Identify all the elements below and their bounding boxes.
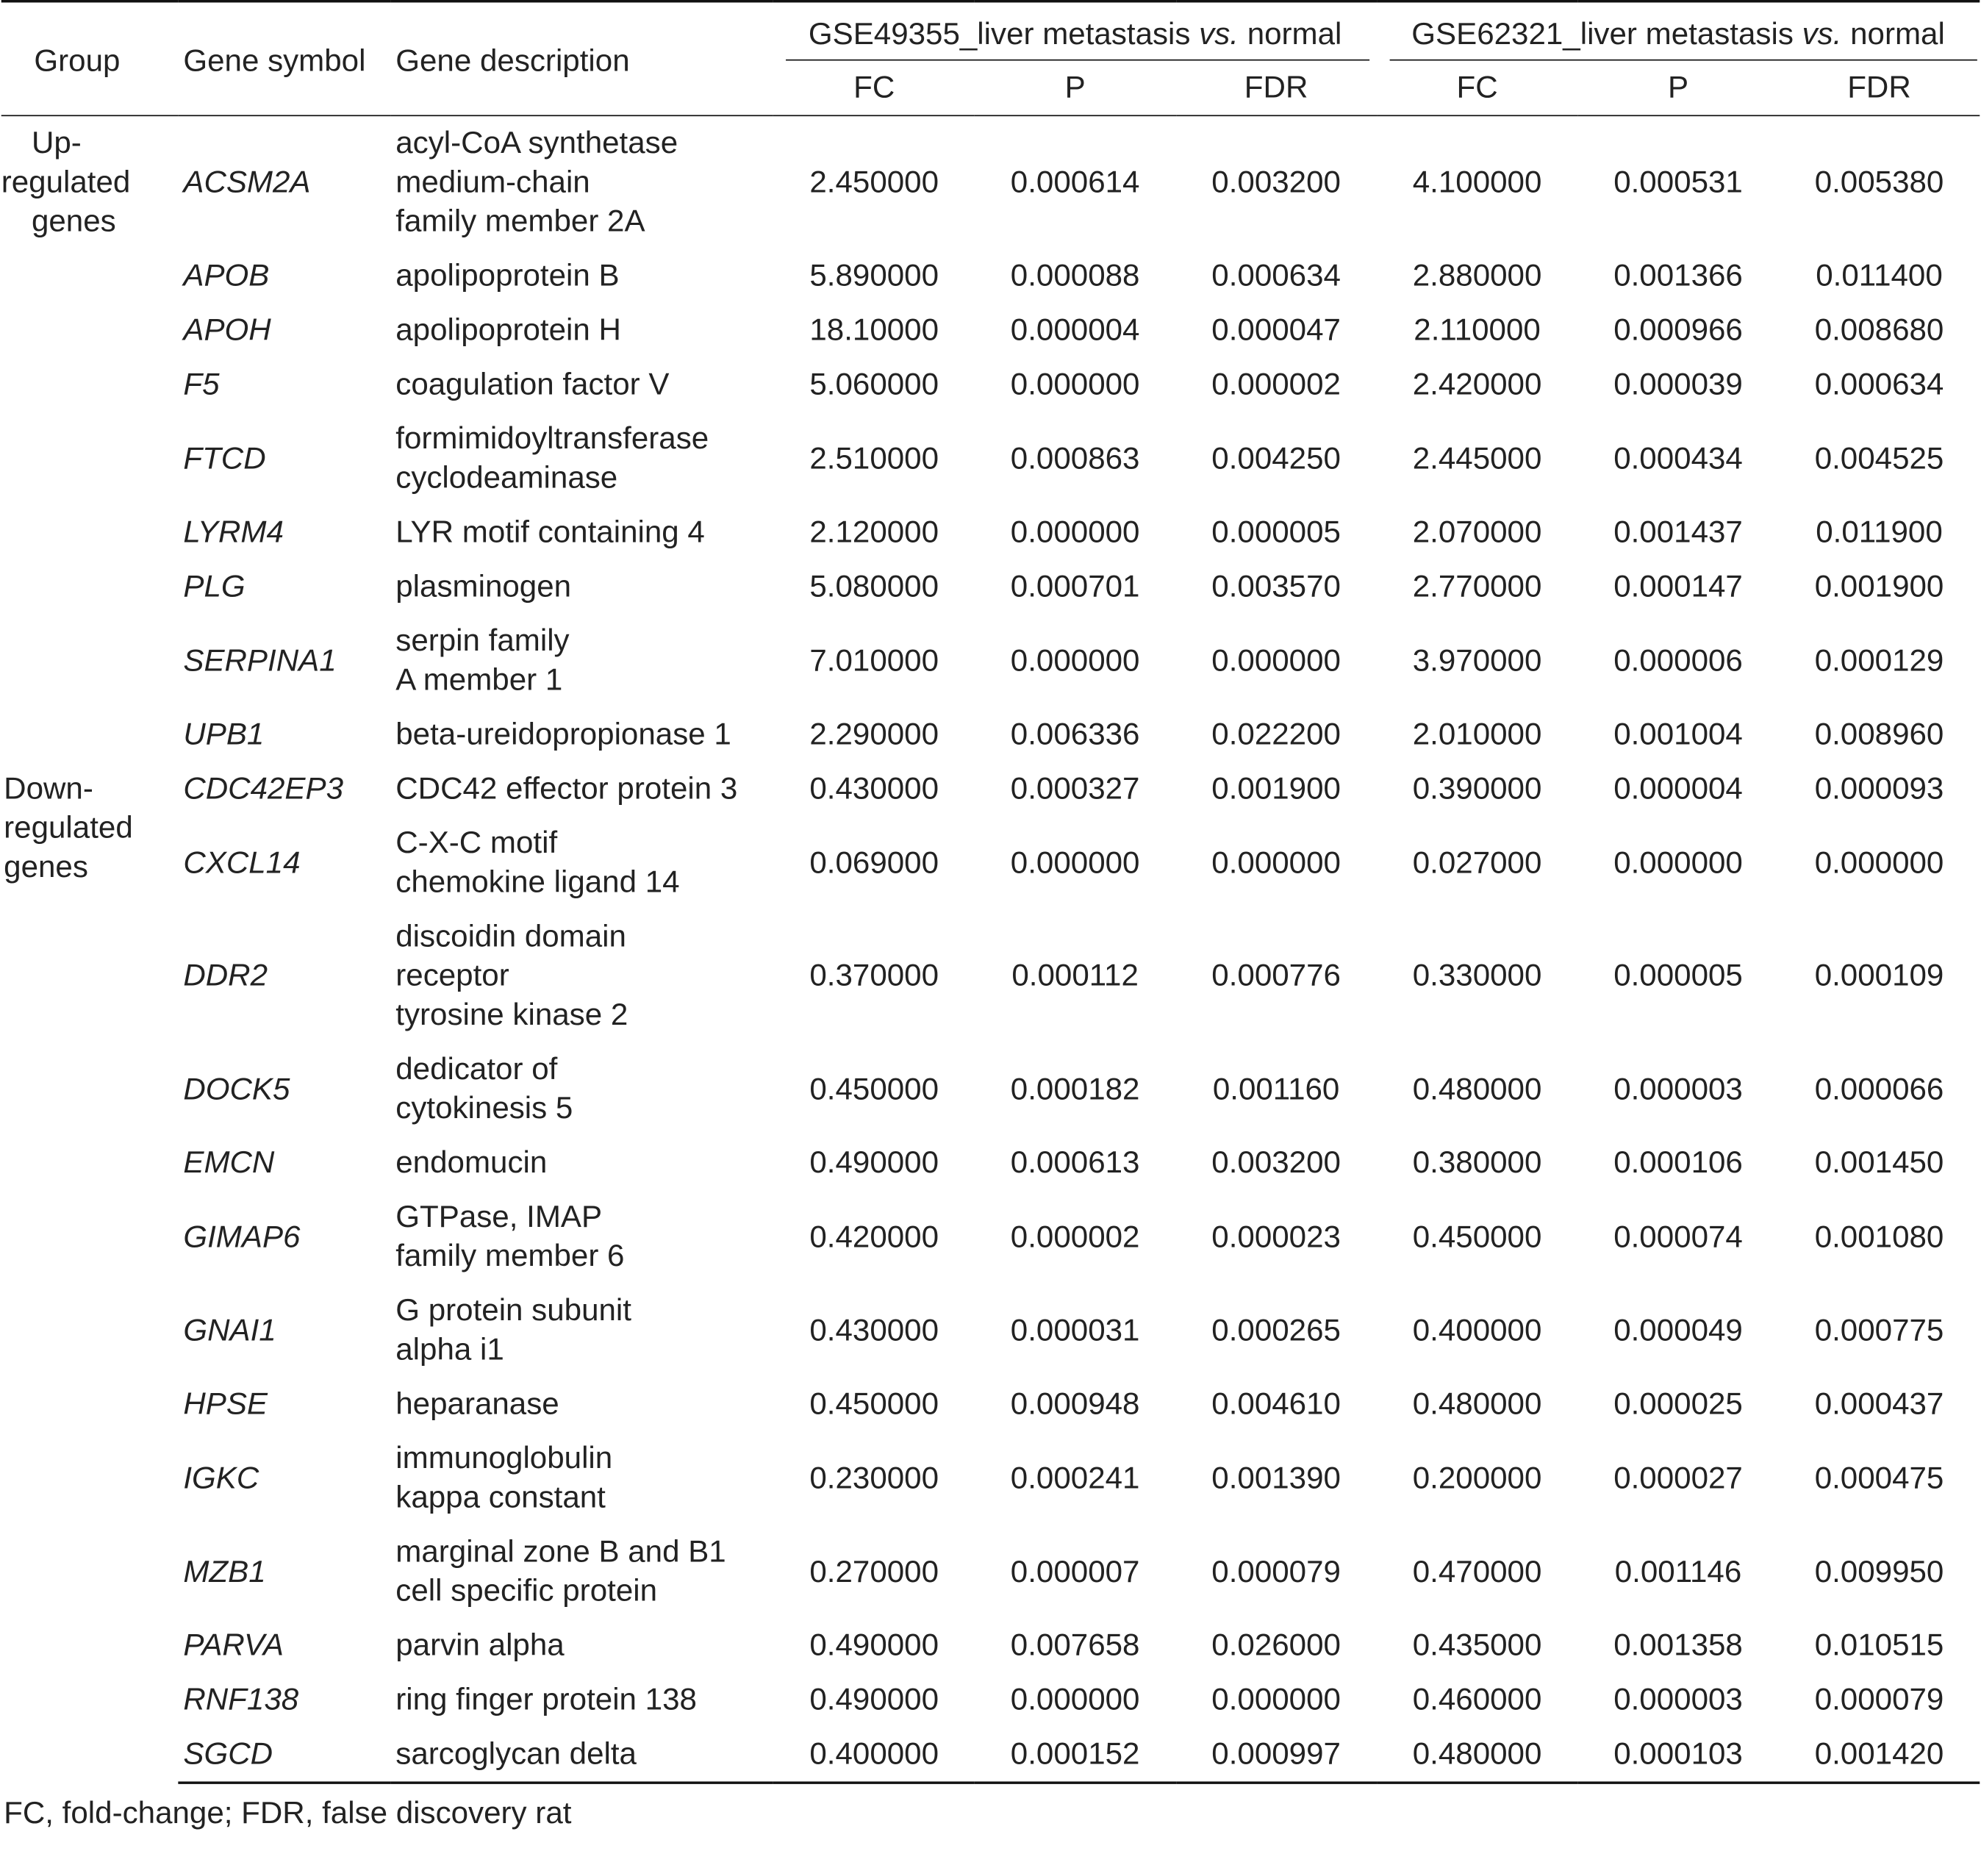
table-row (1, 559, 1980, 614)
value-fdr-2: 0.009950 (1814, 1554, 1944, 1589)
value-fdr-2: 0.011900 (1816, 515, 1943, 550)
value-fc-2: 0.460000 (1412, 1683, 1542, 1717)
gene-description-cell (390, 708, 773, 762)
value-fdr-1: 0.000000 (1211, 845, 1341, 881)
group-label-text: regulated (1, 165, 131, 200)
value-fc-2: 0.435000 (1412, 1628, 1542, 1663)
gene-description-cell (390, 816, 773, 909)
value-fdr-2: 0.001900 (1814, 570, 1944, 604)
table-row (1, 1284, 1980, 1377)
header-fdr-1: FDR (1244, 70, 1308, 104)
value-fc-1: 2.450000 (809, 165, 939, 200)
header-gene-symbol: Gene symbol (183, 44, 366, 79)
header-p-2: P (1667, 70, 1689, 104)
value-fdr-2: 0.005380 (1814, 165, 1944, 200)
value-fc-2: 2.770000 (1412, 570, 1542, 604)
gene-description-cell (390, 1377, 773, 1431)
group-label-text: genes (31, 204, 116, 239)
value-fc-2: 2.880000 (1412, 259, 1542, 293)
group-label-text: genes (4, 850, 88, 885)
gene-description-cell (390, 249, 773, 304)
value-p-1: 0.000613 (1010, 1145, 1140, 1181)
value-p-2: 0.000025 (1613, 1387, 1743, 1422)
value-p-2: 0.000434 (1613, 441, 1743, 476)
value-fc-1: 18.10000 (809, 313, 939, 348)
gene-description-cell (390, 762, 773, 816)
value-fc-1: 2.120000 (809, 515, 939, 550)
value-p-1: 0.007658 (1010, 1628, 1140, 1663)
table-row (1, 816, 1980, 909)
value-p-2: 0.000027 (1613, 1461, 1743, 1496)
value-p-2: 0.001437 (1613, 515, 1743, 550)
dataset1-vs: vs. (1199, 17, 1239, 51)
value-fc-1: 5.060000 (809, 368, 939, 402)
value-fdr-1: 0.000997 (1175, 1728, 1376, 1783)
gene-expression-table (1, 0, 1980, 1784)
dataset2-prefix: GSE62321_liver metastasis (1411, 17, 1802, 51)
value-fdr-2: 0.000079 (1814, 1683, 1944, 1717)
header-gene-description: Gene description (395, 44, 630, 79)
header-fdr-2: FDR (1847, 70, 1911, 104)
gene-description-cell (390, 1525, 773, 1619)
gene-description-line: serpin family (395, 624, 570, 659)
gene-symbol-cell: CDC42EP3 (183, 772, 344, 806)
value-fc-2: 0.480000 (1412, 1072, 1542, 1106)
value-fc-1: 0.490000 (809, 1145, 939, 1181)
header-dataset-gse49355 (773, 1, 1376, 61)
table-footnote: FC, fold-change; FDR, false discovery rat (4, 1797, 572, 1831)
value-p-1: 0.000000 (1010, 368, 1140, 402)
value-fdr-1: 0.004250 (1211, 441, 1341, 476)
value-p-1: 0.000000 (1010, 515, 1140, 550)
value-p-2: 0.000005 (1613, 959, 1743, 993)
gene-description-cell (390, 910, 773, 1042)
value-fdr-1: 0.000634 (1211, 259, 1341, 293)
group-label-text: Up- (31, 126, 82, 161)
value-p-2: 0.000147 (1613, 570, 1743, 604)
value-fc-2: 0.400000 (1412, 1313, 1542, 1348)
table-row (1, 249, 1980, 304)
value-fdr-2: 0.000634 (1814, 368, 1944, 402)
value-fc-2: 0.380000 (1412, 1145, 1542, 1181)
gene-description-line: cytokinesis 5 (395, 1092, 573, 1126)
value-fc-1: 0.490000 (809, 1628, 939, 1663)
gene-description-cell (390, 1136, 773, 1190)
value-fc-1: 5.890000 (809, 259, 939, 293)
gene-description-line: heparanase (395, 1387, 559, 1422)
gene-description-line: LYR motif containing 4 (395, 515, 705, 550)
value-fc-1: 2.510000 (809, 441, 939, 476)
gene-description-line: coagulation factor V (395, 368, 670, 402)
value-p-2: 0.000531 (1613, 165, 1743, 200)
gene-description-line: endomucin (395, 1145, 548, 1181)
value-fc-1: 0.230000 (809, 1461, 939, 1496)
table-row (1, 412, 1980, 505)
value-fc-2: 4.100000 (1412, 165, 1542, 200)
value-p-2: 0.000006 (1613, 643, 1743, 679)
value-p-1: 0.000152 (975, 1728, 1175, 1783)
gene-description-line: cell specific protein (395, 1574, 658, 1608)
gene-symbol-cell: APOB (183, 259, 270, 293)
value-fc-1: 0.430000 (809, 1313, 939, 1348)
gene-description-cell (390, 115, 773, 248)
value-fdr-1: 0.001900 (1211, 772, 1341, 806)
gene-description-cell (390, 304, 773, 358)
gene-description-line: C-X-C motif (395, 826, 558, 861)
gene-description-line: family member 6 (395, 1239, 625, 1274)
gene-symbol-cell: MZB1 (183, 1554, 266, 1589)
value-fc-1: 0.370000 (809, 959, 939, 993)
value-fdr-2: 0.000129 (1814, 643, 1944, 679)
gene-symbol-cell: LYRM4 (183, 515, 284, 550)
table-row (1, 1377, 1980, 1431)
table-row (1, 1190, 1980, 1284)
value-p-2: 0.000004 (1613, 772, 1743, 806)
value-fc-1: 0.069000 (809, 845, 939, 881)
gene-description-cell (390, 1673, 773, 1728)
gene-symbol-cell: CXCL14 (183, 845, 301, 881)
value-fdr-1: 0.003200 (1211, 1145, 1341, 1181)
table-row (1, 614, 1980, 707)
value-fc-1: 2.290000 (809, 717, 939, 752)
gene-description-line: family member 2A (395, 204, 645, 239)
gene-description-cell (390, 559, 773, 614)
gene-symbol-cell: PLG (183, 570, 246, 604)
value-fc-2: 2.445000 (1412, 441, 1542, 476)
gene-symbol-cell: FTCD (183, 441, 266, 476)
gene-description-line: CDC42 effector protein 3 (395, 772, 738, 806)
gene-description-cell (390, 412, 773, 505)
value-fc-1: 0.400000 (773, 1728, 974, 1783)
value-p-1: 0.000863 (1010, 441, 1140, 476)
gene-symbol-cell: RNF138 (183, 1683, 299, 1717)
value-fdr-2: 0.000066 (1814, 1072, 1944, 1106)
gene-symbol-cell: DDR2 (183, 959, 268, 993)
gene-description-line: plasminogen (395, 570, 572, 604)
gene-description-cell (390, 506, 773, 560)
value-fdr-1: 0.000047 (1211, 313, 1341, 348)
value-fc-2: 0.027000 (1412, 845, 1542, 881)
value-fdr-1: 0.026000 (1211, 1628, 1341, 1663)
value-fdr-2: 0.000000 (1814, 845, 1944, 881)
gene-symbol-cell: IGKC (183, 1461, 259, 1496)
value-fdr-2: 0.001420 (1779, 1728, 1980, 1783)
value-p-1: 0.000948 (1010, 1387, 1140, 1422)
value-p-2: 0.000049 (1613, 1313, 1743, 1348)
value-fdr-2: 0.000475 (1814, 1461, 1944, 1496)
header-p-1: P (1064, 70, 1086, 104)
value-fc-2: 2.010000 (1412, 717, 1542, 752)
gene-description-line: acyl-CoA synthetase (395, 126, 678, 161)
table-row (1, 115, 1980, 248)
table-row (1, 1042, 1980, 1136)
value-fdr-1: 0.000002 (1211, 368, 1341, 402)
value-fc-2: 0.330000 (1412, 959, 1542, 993)
value-p-1: 0.000327 (1010, 772, 1140, 806)
value-fdr-1: 0.000000 (1211, 1683, 1341, 1717)
gene-description-line: sarcoglycan delta (395, 1737, 637, 1772)
gene-description-line: medium-chain (395, 165, 590, 200)
value-p-1: 0.000000 (1010, 643, 1140, 679)
gene-description-line: formimidoyltransferase (395, 422, 709, 457)
value-fc-2: 0.480000 (1412, 1387, 1542, 1422)
table-row (1, 304, 1980, 358)
gene-description-cell (390, 1042, 773, 1136)
value-p-2: 0.000103 (1577, 1728, 1778, 1783)
gene-description-line: GTPase, IMAP (395, 1200, 603, 1235)
value-p-1: 0.000000 (1010, 1683, 1140, 1717)
gene-description-line: beta-ureidopropionase 1 (395, 717, 731, 752)
value-fc-1: 0.430000 (809, 772, 939, 806)
gene-description-line: ring finger protein 138 (395, 1683, 697, 1717)
group-label-text: regulated (4, 811, 133, 845)
value-p-2: 0.000966 (1613, 313, 1743, 348)
header-group: Group (34, 44, 121, 79)
value-fc-2: 0.480000 (1377, 1728, 1577, 1783)
gene-description-line: immunoglobulin (395, 1442, 613, 1476)
table-row (1, 1136, 1980, 1190)
value-p-1: 0.000112 (1011, 959, 1139, 993)
gene-symbol-cell: F5 (183, 368, 220, 402)
gene-description-cell (390, 1619, 773, 1673)
value-p-2: 0.000039 (1613, 368, 1743, 402)
value-fdr-2: 0.000093 (1814, 772, 1944, 806)
value-fc-2: 0.450000 (1412, 1220, 1542, 1254)
gene-symbol-cell: APOH (183, 313, 271, 348)
value-p-1: 0.000088 (1010, 259, 1140, 293)
value-fc-2: 0.200000 (1412, 1461, 1542, 1496)
table-body (1, 115, 1980, 1783)
value-p-2: 0.000074 (1613, 1220, 1743, 1254)
gene-description-cell (390, 1284, 773, 1377)
gene-description-cell (390, 1728, 773, 1783)
value-p-1: 0.000701 (1010, 570, 1140, 604)
gene-description-line: chemokine ligand 14 (395, 865, 680, 900)
gene-description-line: discoidin domain (395, 920, 626, 954)
value-p-1: 0.000002 (1010, 1220, 1140, 1254)
gene-description-cell (390, 357, 773, 412)
value-fc-1: 0.490000 (809, 1683, 939, 1717)
table-row (1, 910, 1980, 1042)
gene-symbol-cell: EMCN (183, 1145, 275, 1181)
value-fdr-2: 0.000437 (1814, 1387, 1944, 1422)
value-fdr-1: 0.001390 (1211, 1461, 1341, 1496)
group-label-down (1, 762, 179, 1783)
header-fc-2: FC (1456, 70, 1498, 104)
gene-description-line: A member 1 (395, 663, 563, 698)
dataset1-rule (787, 59, 1369, 61)
table-row (1, 1728, 1980, 1783)
value-fdr-2: 0.008680 (1814, 313, 1944, 348)
value-fc-1: 7.010000 (809, 643, 939, 679)
value-fdr-2: 0.010515 (1814, 1628, 1944, 1663)
gene-symbol-cell: PARVA (183, 1628, 284, 1663)
gene-description-line: apolipoprotein H (395, 313, 621, 348)
value-fc-2: 2.420000 (1412, 368, 1542, 402)
value-fc-1: 0.450000 (809, 1072, 939, 1106)
value-fdr-1: 0.022200 (1211, 717, 1341, 752)
value-fdr-1: 0.000023 (1211, 1220, 1341, 1254)
table-row (1, 1525, 1980, 1619)
value-fc-2: 0.390000 (1412, 772, 1542, 806)
value-fdr-2: 0.000775 (1814, 1313, 1944, 1348)
table-row (1, 1619, 1980, 1673)
value-p-1: 0.000241 (1010, 1461, 1140, 1496)
value-p-2: 0.001366 (1613, 259, 1743, 293)
value-p-1: 0.000614 (1010, 165, 1140, 200)
table-row (1, 506, 1980, 560)
gene-description-line: dedicator of (395, 1052, 558, 1087)
value-fdr-2: 0.011400 (1816, 259, 1943, 293)
value-fdr-2: 0.001450 (1814, 1145, 1944, 1181)
gene-description-line: alpha i1 (395, 1333, 504, 1367)
value-fdr-1: 0.000079 (1211, 1554, 1341, 1589)
gene-symbol-cell: ACSM2A (183, 165, 311, 200)
gene-description-line: parvin alpha (395, 1628, 565, 1663)
value-fc-2: 0.470000 (1412, 1554, 1542, 1589)
dataset1-prefix: GSE49355_liver metastasis (808, 17, 1200, 51)
table-header (1, 1, 1980, 116)
table-row (1, 1673, 1980, 1728)
value-p-2: 0.000106 (1613, 1145, 1743, 1181)
gene-symbol-cell: GIMAP6 (183, 1220, 301, 1254)
value-p-2: 0.000000 (1613, 845, 1743, 881)
gene-description-line: apolipoprotein B (395, 259, 620, 293)
value-p-1: 0.000031 (1010, 1313, 1140, 1348)
value-fc-1: 5.080000 (809, 570, 939, 604)
gene-description-cell (390, 614, 773, 707)
gene-description-line: tyrosine kinase 2 (395, 998, 628, 1033)
gene-description-line: receptor (395, 959, 509, 993)
value-p-1: 0.000000 (1010, 845, 1140, 881)
value-p-1: 0.000182 (1010, 1072, 1140, 1106)
gene-description-line: G protein subunit (395, 1294, 631, 1328)
value-fc-2: 3.970000 (1412, 643, 1542, 679)
gene-symbol-cell: HPSE (183, 1387, 268, 1422)
header-fc-1: FC (853, 70, 895, 104)
value-fc-2: 2.070000 (1412, 515, 1542, 550)
table-row (1, 708, 1980, 762)
gene-description-line: cyclodeaminase (395, 461, 618, 495)
gene-description-cell (390, 1190, 773, 1284)
dataset2-suffix: normal (1841, 17, 1945, 51)
table-row (1, 762, 1980, 816)
value-p-2: 0.000003 (1613, 1072, 1743, 1106)
gene-description-line: marginal zone B and B1 (395, 1535, 726, 1569)
value-fc-2: 2.110000 (1414, 313, 1541, 348)
gene-description-cell (390, 1431, 773, 1525)
value-p-1: 0.000007 (1010, 1554, 1140, 1589)
value-fc-1: 0.270000 (809, 1554, 939, 1589)
gene-symbol-cell: DOCK5 (183, 1072, 290, 1106)
value-fdr-1: 0.000005 (1211, 515, 1341, 550)
dataset2-vs: vs. (1802, 17, 1842, 51)
gene-symbol-cell: SGCD (178, 1728, 390, 1783)
value-p-1: 0.000004 (1010, 313, 1140, 348)
header-dataset-gse62321 (1377, 1, 1980, 61)
dataset2-rule (1389, 59, 1977, 61)
value-fdr-2: 0.000109 (1814, 959, 1944, 993)
group-label-up (1, 115, 179, 762)
value-fdr-1: 0.003570 (1211, 570, 1341, 604)
value-fdr-2: 0.001080 (1814, 1220, 1944, 1254)
gene-symbol-cell: UPB1 (183, 717, 265, 752)
group-label-text: Down- (4, 772, 93, 806)
value-fdr-1: 0.001160 (1212, 1072, 1340, 1106)
value-fdr-1: 0.000776 (1211, 959, 1341, 993)
table-row (1, 357, 1980, 412)
value-fdr-2: 0.008960 (1814, 717, 1944, 752)
value-p-2: 0.001358 (1613, 1628, 1743, 1663)
value-fc-1: 0.450000 (809, 1387, 939, 1422)
dataset1-suffix: normal (1238, 17, 1342, 51)
value-p-2: 0.001004 (1613, 717, 1743, 752)
table-row (1, 1431, 1980, 1525)
value-fdr-1: 0.003200 (1211, 165, 1341, 200)
value-fdr-1: 0.004610 (1211, 1387, 1341, 1422)
gene-symbol-cell: SERPINA1 (183, 643, 337, 679)
gene-description-line: kappa constant (395, 1481, 606, 1515)
value-fdr-1: 0.000000 (1211, 643, 1341, 679)
value-p-1: 0.006336 (1010, 717, 1140, 752)
gene-symbol-cell: GNAI1 (183, 1313, 276, 1348)
value-p-2: 0.001146 (1614, 1554, 1742, 1589)
value-fdr-1: 0.000265 (1211, 1313, 1341, 1348)
value-p-2: 0.000003 (1613, 1683, 1743, 1717)
value-fdr-2: 0.004525 (1814, 441, 1944, 476)
value-fc-1: 0.420000 (809, 1220, 939, 1254)
